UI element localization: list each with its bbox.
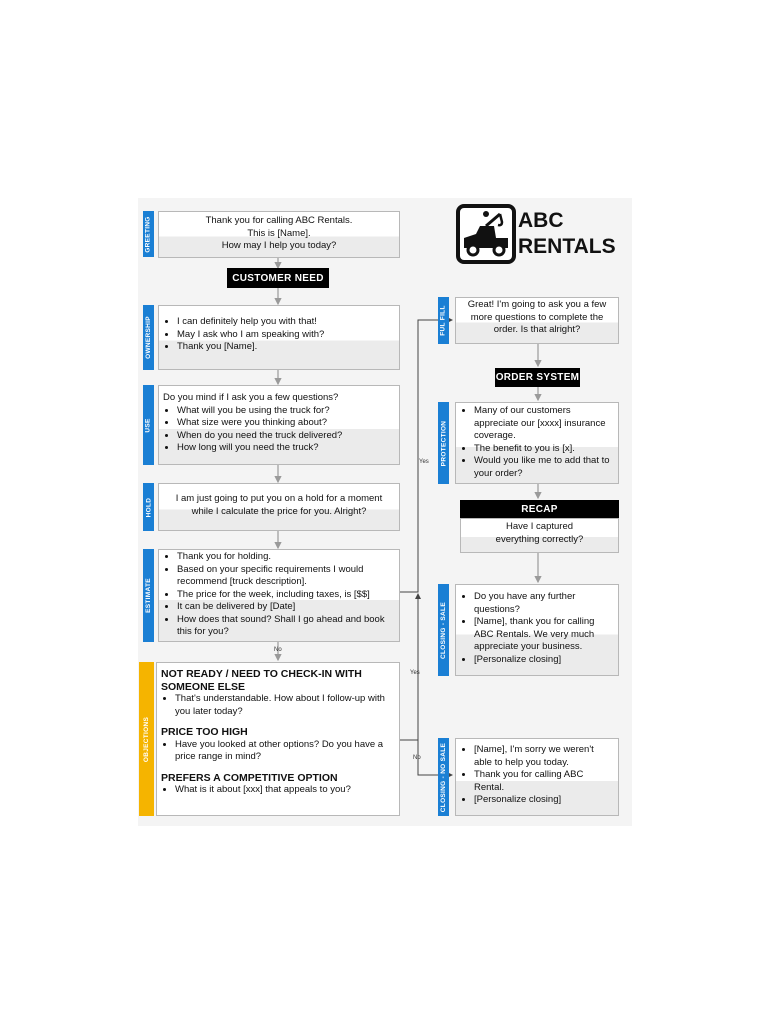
list-item: • What is it about [xxx] that appeals to you?	[175, 784, 395, 797]
list-item: • [Name], thank you for calling ABC Rentals. We very much appreciate your business.	[474, 616, 614, 654]
stage-label: CLOSING - SALE	[440, 601, 447, 659]
recap-question: Have I captured everything correctly?	[495, 521, 584, 545]
objection-list	[161, 739, 395, 764]
list-item: • Do you have any further questions?	[474, 591, 614, 616]
closing-sale-list	[460, 591, 614, 666]
closing-sale-script-box	[455, 584, 619, 676]
list-item: • Would you like me to add that to your order?	[474, 455, 614, 480]
stage-tab-fulfill	[438, 297, 449, 344]
stage-label: OWNERSHIP	[145, 316, 153, 359]
use-script-box	[158, 385, 400, 465]
closing-no-sale-script-box	[455, 738, 619, 816]
recap-text: RECAP	[521, 503, 558, 515]
stage-tab-greeting	[143, 211, 154, 257]
edge-label-yes: Yes	[419, 459, 429, 465]
stage-tab-protection	[438, 402, 449, 484]
greeting-line: How may I help you today?	[221, 240, 337, 251]
list-item: • When do you need the truck delivered?	[177, 430, 395, 443]
estimate-script-box	[158, 549, 400, 642]
recap-label	[460, 500, 619, 518]
list-item: • Thank you for calling ABC Rental.	[474, 769, 614, 794]
list-item: • [Personalize closing]	[474, 654, 614, 667]
edge-label-yes: Yes	[410, 670, 420, 676]
stage-tab-closing-sale	[438, 584, 449, 676]
stage-label: GREETING	[145, 215, 153, 253]
list-item: • What will you be using the truck for?	[177, 405, 395, 418]
brand-line: ABC	[518, 209, 564, 232]
stage-tab-hold	[143, 483, 154, 531]
use-list	[163, 405, 395, 455]
list-item: • Thank you [Name].	[177, 341, 395, 354]
estimate-list	[163, 551, 395, 639]
ownership-script-box	[158, 305, 400, 370]
list-item: • [Personalize closing]	[474, 794, 614, 807]
customer-need-label	[227, 268, 329, 288]
objection-heading: NOT READY / NEED TO CHECK-IN WITH SOMEONE ELSE	[161, 668, 362, 693]
order-system-label	[495, 368, 580, 387]
stage-label: ESTIMATE	[145, 578, 152, 613]
stage-tab-closing-no-sale	[438, 738, 449, 816]
list-item: • The benefit to you is [x].	[474, 443, 614, 456]
list-item: • It can be delivered by [Date]	[177, 601, 395, 614]
greeting-line: Thank you for calling ABC Rentals.	[205, 215, 353, 226]
brand-name	[518, 208, 616, 260]
stage-label: CLOSING - NO SALE	[440, 742, 448, 812]
list-item: • How does that sound? Shall I go ahead and book this for you?	[177, 614, 395, 639]
list-item: • Thank you for holding.	[177, 551, 395, 564]
list-item: • Have you looked at other options? Do you have a price range in mind?	[175, 739, 395, 764]
tow-truck-icon	[456, 204, 516, 264]
greeting-line: This is [Name].	[247, 227, 311, 239]
objection-heading: PREFERS A COMPETITIVE OPTION	[161, 771, 338, 784]
fulfill-text: Great! I'm going to ask you a few more questions to complete the order. Is that alright?	[467, 299, 607, 335]
list-item: • How long will you need the truck?	[177, 442, 395, 455]
list-item: • That's understandable. How about I follow-up with you later today?	[175, 693, 395, 718]
stage-tab-ownership	[143, 305, 154, 370]
use-intro: Do you mind if I ask you a few questions?	[163, 392, 339, 403]
greeting-script-box	[158, 211, 400, 258]
stage-tab-use	[143, 385, 154, 465]
stage-label: PROTECTION	[440, 420, 447, 466]
order-system-text: ORDER SYSTEM	[495, 372, 580, 383]
list-item: • Many of our customers appreciate our [xxxx] insurance coverage.	[474, 405, 614, 443]
list-item: • May I ask who I am speaking with?	[177, 329, 395, 342]
edge-label-no: No	[274, 647, 282, 653]
recap-script-box	[460, 518, 619, 553]
stage-label: FUL FILL	[440, 305, 448, 336]
protection-script-box	[455, 402, 619, 484]
protection-list	[460, 405, 614, 480]
stage-label: OBJECTIONS	[143, 716, 151, 762]
fulfill-script-box	[455, 297, 619, 344]
list-item: • [Name], I'm sorry we weren't able to help you today.	[474, 744, 614, 769]
list-item: • I can definitely help you with that!	[177, 316, 395, 329]
list-item: • The price for the week, including taxes, is [$$]	[177, 589, 395, 602]
ownership-list	[163, 316, 395, 354]
objection-list	[161, 693, 395, 718]
list-item: • What size were you thinking about?	[177, 417, 395, 430]
edge-label-no: No	[413, 755, 421, 761]
stage-label: HOLD	[145, 497, 152, 517]
customer-need-text: CUSTOMER NEED	[232, 272, 324, 284]
objections-script-box	[156, 662, 400, 816]
closing-no-sale-list	[460, 744, 614, 807]
stage-label: USE	[145, 417, 153, 433]
hold-script-box	[158, 483, 400, 531]
brand-line: RENTALS	[518, 235, 616, 258]
stage-tab-estimate	[143, 549, 154, 642]
objection-heading: PRICE TOO HIGH	[161, 726, 248, 738]
hold-text: I am just going to put you on a hold for a moment while I calculate the price for you. Alright?	[175, 493, 383, 517]
stage-tab-objections	[139, 662, 154, 816]
objection-list	[161, 784, 395, 797]
list-item: • Based on your specific requirements I would recommend [truck description].	[177, 564, 395, 589]
